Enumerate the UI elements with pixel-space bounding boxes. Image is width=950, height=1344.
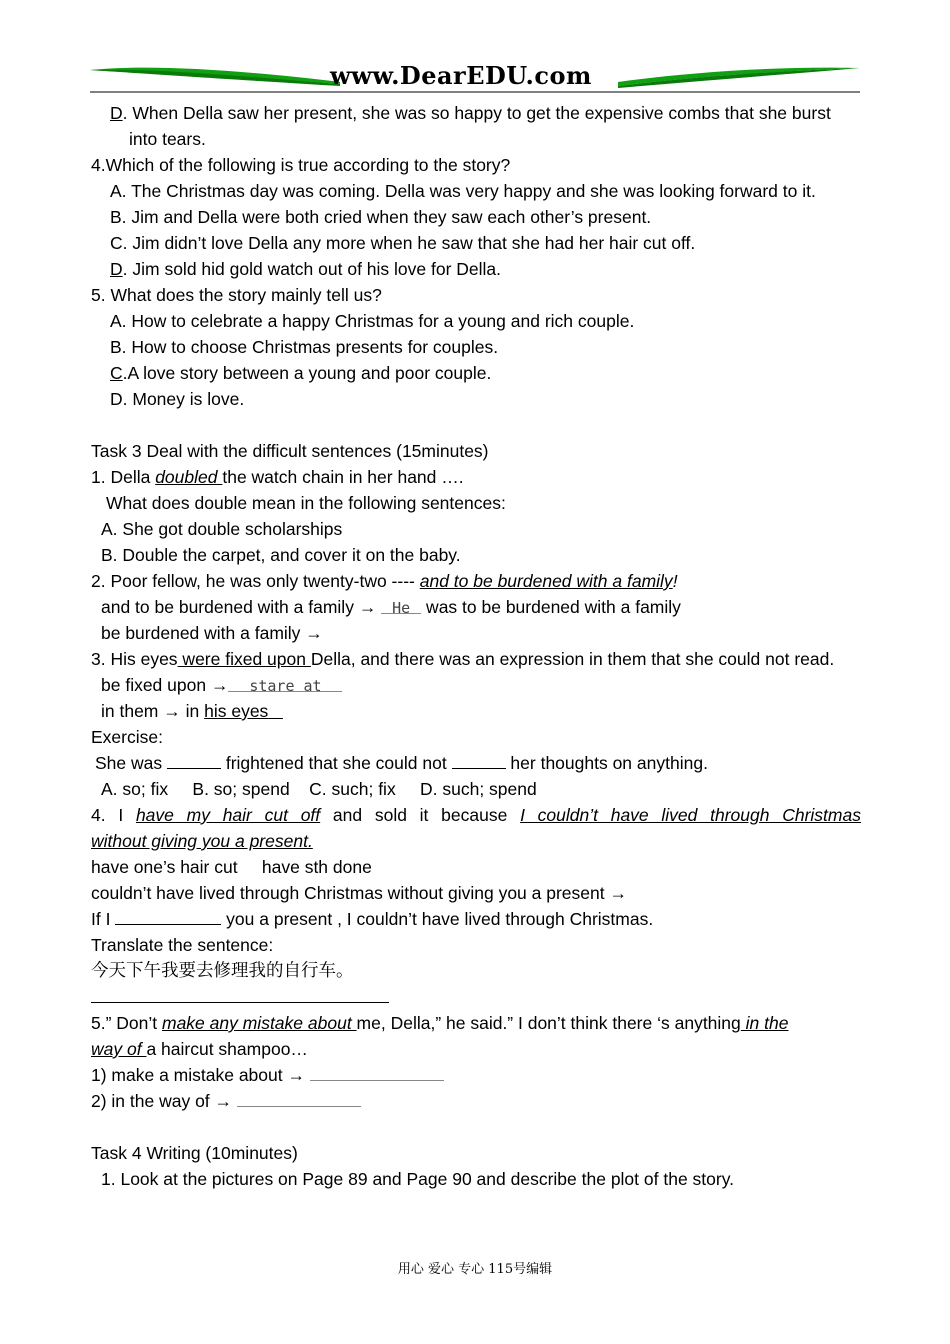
q5-option-b: B. How to choose Christmas presents for couples. [110, 337, 499, 357]
q4-question: 4.Which of the following is true according to the story? [91, 155, 511, 175]
task3-s5-p1: 1) make a mistake about → [91, 1062, 861, 1088]
task3-s4-line2: couldn’t have lived through Christmas without giving you a present → [91, 883, 627, 903]
exercise-blank-1[interactable] [167, 750, 221, 769]
task3-s3-fix: be fixed upon → stare at [91, 672, 861, 698]
task3-title: Task 3 Deal with the difficult sentences (15minutes) [91, 441, 489, 461]
q4-option-d: D. Jim sold hid gold watch out of his love for Della. [110, 259, 502, 279]
s5-blank-1[interactable] [310, 1062, 444, 1081]
translation-blank[interactable] [91, 984, 389, 1003]
task3-s1-option-b: B. Double the carpet, and cover it on the baby. [101, 545, 461, 565]
task4-item-1: 1. Look at the pictures on Page 89 and Page 90 and describe the plot of the story. [101, 1169, 735, 1189]
q5-question: 5. What does the story mainly tell us? [91, 285, 382, 305]
task3-s5-p2: 2) in the way of → [91, 1088, 861, 1114]
task3-sentence-2: 2. Poor fellow, he was only twenty-two ---- and to be burdened with a family! [91, 571, 678, 591]
q5-option-d: D. Money is love. [110, 389, 245, 409]
chinese-sentence: 今天下午我要去修理我的自行车。 [91, 961, 354, 981]
exercise-label: Exercise: [91, 727, 163, 747]
task3-s1-option-a: A. She got double scholarships [101, 519, 343, 539]
task3-s3-them: in them → in his eyes [101, 701, 269, 721]
task3-s1-question: What does double mean in the following sentences: [106, 493, 506, 513]
task3-sentence-5-cont: way of a haircut shampoo… [91, 1039, 308, 1059]
task3-sentence-4-cont: without giving you a present. [91, 831, 313, 851]
answer-his-eyes: his eyes [204, 701, 269, 721]
q4-option-c: C. Jim didn’t love Della any more when he saw that she had her hair cut off. [110, 233, 696, 253]
answer-stare-at: stare at [228, 673, 342, 692]
exercise-sentence: She was frightened that she could not her thoughts on anything. [91, 750, 861, 776]
task3-sentence-1: 1. Della doubled the watch chain in her hand …. [91, 467, 464, 487]
translate-label: Translate the sentence: [91, 935, 274, 955]
site-header [90, 62, 860, 96]
exercise-options: A. so; fix B. so; spend C. such; fix D. such; spend [101, 779, 537, 799]
task3-sentence-5: 5.” Don’t make any mistake about me, Della,” he said.” I don’t think there ‘s anything in the [91, 1013, 789, 1033]
task3-sentence-3: 3. His eyes were fixed upon Della, and there was an expression in them that she could not read. [91, 649, 835, 669]
q4-option-a: A. The Christmas day was coming. Della was very happy and she was looking forward to it. [110, 181, 816, 201]
task3-s2-line2: be burdened with a family → [101, 623, 323, 643]
task3-sentence-4: 4. I have my hair cut off and sold it because I couldn’t have lived through Christmas [91, 805, 861, 825]
document-body [91, 100, 861, 1192]
page-footer: 用心 爱心 专心 115号编辑 [397, 1262, 553, 1277]
q5-option-c: C.A love story between a young and poor couple. [110, 363, 492, 383]
exercise-blank-2[interactable] [452, 750, 506, 769]
task3-s4-line1: have one’s hair cut have sth done [91, 857, 372, 877]
task3-s2-line1: and to be burdened with a family → He was to be burdened with a family [101, 597, 681, 617]
answer-he: He [381, 595, 421, 614]
task3-s4-if: If I you a present , I couldn’t have lived through Christmas. [91, 906, 861, 932]
q5-option-a: A. How to celebrate a happy Christmas for a young and rich couple. [110, 311, 635, 331]
s5-blank-2[interactable] [237, 1088, 361, 1107]
if-blank[interactable] [115, 906, 221, 925]
q4-option-b: B. Jim and Della were both cried when they saw each other’s present. [110, 207, 652, 227]
task4-title: Task 4 Writing (10minutes) [91, 1143, 298, 1163]
site-logo: www.DearEDU.com [330, 61, 592, 90]
q3-option-d: D. When Della saw her present, she was so happy to get the expensive combs that she burst into tears. [110, 103, 831, 149]
